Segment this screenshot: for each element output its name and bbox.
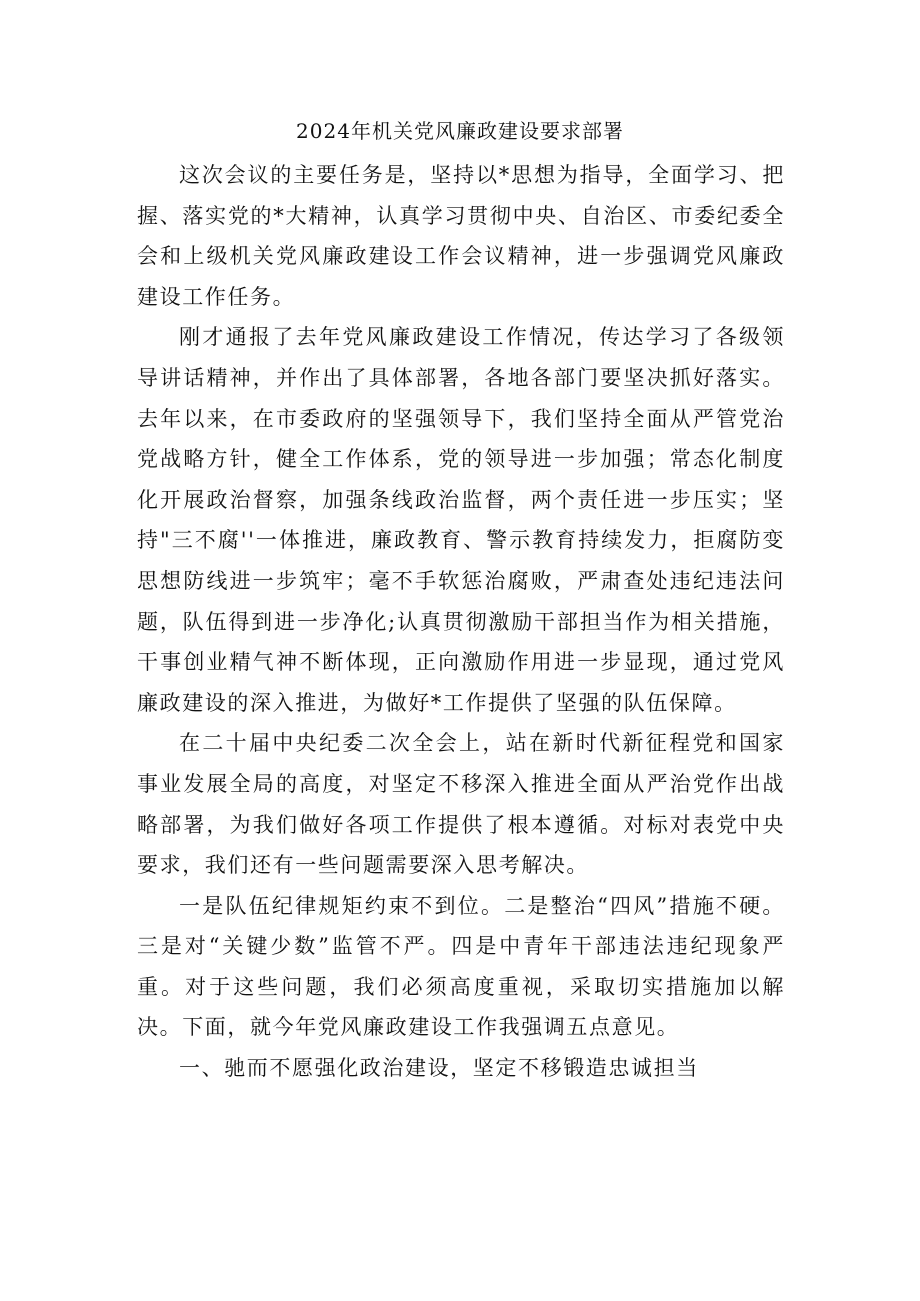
- document-title: 2024年机关党风廉政建设要求部署: [296, 119, 624, 143]
- paragraph-2: 刚才通报了去年党风廉政建设工作情况，传达学习了各级领导讲话精神，并作出了具体部署，各地各部门要坚决抓好落实。去年以来，在市委政府的坚强领导下，我们坚持全面从严管党治党战略方针，健全工作体系，党的领导进一步加强；常态化制度化开展政治督察，加强条线政治监督，两个责任进一步压实；坚持"三不腐''一体推进，廉政教育、警示教育持续发力，拒腐防变思想防线进一步筑牢；毫不手软惩治腐败，严肃查处违纪违法问题，队伍得到进一步净化;认真贯彻激励干部担当作为相关措施，干事创业精气神不断体现，正向激励作用进一步显现，通过党风廉政建设的深入推进，为做好*工作提供了坚强的队伍保障。: [137, 325, 785, 715]
- paragraph-1: 这次会议的主要任务是，坚持以*思想为指导，全面学习、把握、落实党的*大精神，认真学习贯彻中央、自治区、市委纪委全会和上级机关党风廉政建设工作会议精神，进一步强调党风廉政建设工作任务。: [137, 163, 785, 309]
- document-body: [137, 155, 785, 1089]
- section-heading-1: 一、驰而不愿强化政治建设，坚定不移锻造忠诚担当: [179, 1056, 699, 1081]
- paragraph-3: 在二十届中央纪委二次全会上，站在新时代新征程党和国家事业发展全局的高度，对坚定不移深入推进全面从严治党作出战略部署，为我们做好各项工作提供了根本遵循。对标对表党中央要求，我们还有一些问题需要深入思考解决。: [137, 731, 785, 878]
- paragraph-4: 一是队伍纪律规矩约束不到位。二是整治“四风”措施不硬。三是对“关键少数”监管不严。四是中青年干部违法违纪现象严重。对于这些问题，我们必须高度重视，采取切实措施加以解决。下面，就今年党风廉政建设工作我强调五点意见。: [137, 893, 785, 1040]
